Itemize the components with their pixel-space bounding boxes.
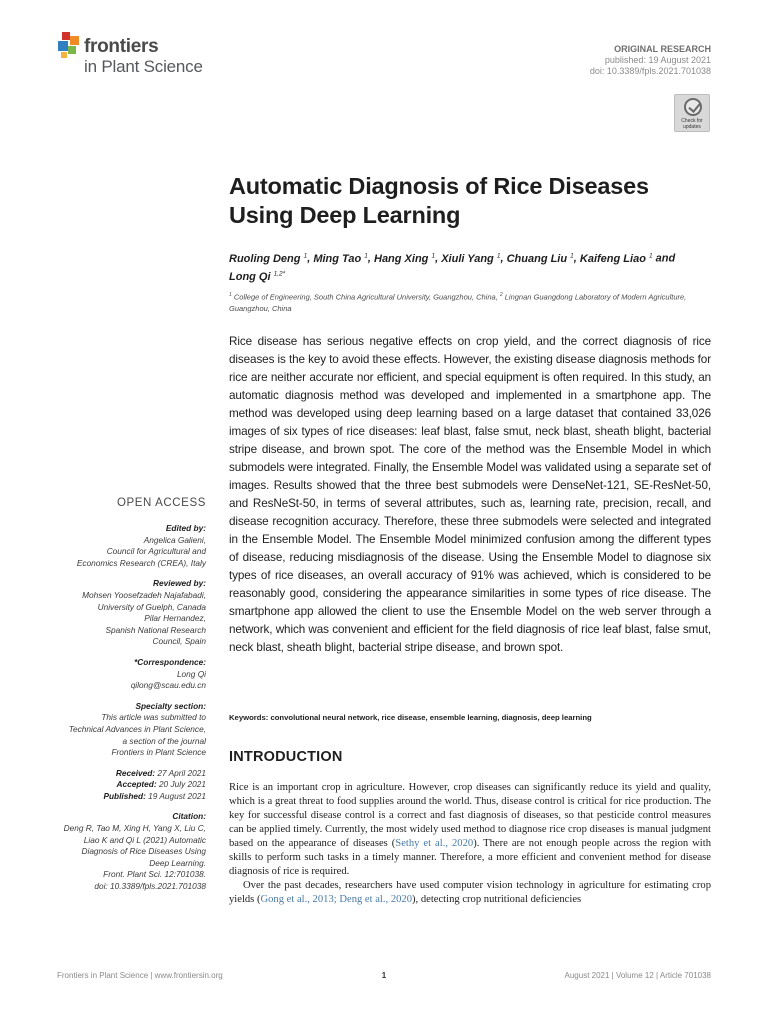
correspondence-block: *Correspondence: Long Qi qilong@scau.edu.cn: [40, 657, 206, 692]
correspondence-email[interactable]: qilong@scau.edu.cn: [130, 680, 206, 691]
page-footer: [57, 971, 711, 983]
logo-journal-name: in Plant Science: [84, 57, 203, 76]
keywords-label: Keywords:: [229, 713, 269, 722]
edited-by-block: Edited by: Angelica Galieni, Council for Agricultural and Economics Research (CREA), Italy: [76, 523, 206, 568]
author[interactable]: Long Qi $^{1,2*}$: [229, 270, 286, 284]
logo-frontiers-text: frontiers: [84, 36, 159, 57]
article-title: Automatic Diagnosis of Rice Diseases Using Deep Learning: [229, 173, 649, 228]
section-heading-introduction: INTRODUCTION: [229, 749, 343, 765]
check-for-updates-button[interactable]: [674, 94, 710, 132]
paragraph: Rice is an important crop in agriculture. However, crop diseases can significantly reduce its yield and quality, which is a great threat to food supplies around the world. Thus, disease control is critical for rice production. The key for successful disease control is a correct and fast diagnosis of diseases, so that pesticide control measures can be applied timely. Currently, the most widely used method to diagnose rice crop diseases is manual judgment based on the appearance of diseases (Sethy et al., 2020). There are not enough people across the region with skills to perform such tasks in a timely manner. Therefore, a more efficient and convenient method for disease diagnosis of rice is required.: [229, 782, 711, 877]
keywords: [229, 712, 711, 723]
footer-journal-link[interactable]: Frontiers in Plant Science | www.frontiersin.org: [57, 971, 223, 980]
author[interactable]: Xiuli Yang $^1$: [441, 252, 501, 265]
specialty-section-block: Specialty section: This article was submitted to Technical Advances in Plant Science, a section of the journal Frontiers in Plant Science: [68, 700, 206, 758]
page-number: 1: [381, 971, 387, 980]
author-list: Ruoling Deng $^1$, Ming Tao $^1$, Hang Xing $^1$, Xiuli Yang $^1$, Chuang Liu $^1$, Kaifeng Liao $^1$ and Long Qi $^{1,2*}$: [229, 252, 676, 284]
footer-issue-info: August 2021 | Volume 12 | Article 701038: [564, 971, 711, 980]
citation-link[interactable]: Sethy et al., 2020: [395, 838, 474, 849]
check-updates-icon: [684, 98, 702, 116]
abstract: Rice disease has serious negative effects on crop yield, and the correct diagnosis of rice diseases is the key to avoid these effects. However, the existing disease diagnosis methods for rice are neither accurate nor efficient, and special equipment is often required. In this study, an automatic diagnosis method was developed and implemented in a smartphone app. The method was developed using deep learning based on a large dataset that contained 33,026 images of six types of rice diseases: leaf blast, false smut, neck blast, sheath blight, bacterial stripe disease, and brown spot. The core of the method was the Ensemble Model in which submodels were integrated. Finally, the Ensemble Model was validated using a separate set of images. Results showed that the three best submodels were DenseNet-121, SE-ResNet-50, and ResNeSt-50, in terms of several attributes, such as, learning rate, precision, recall, and disease recognition accuracy. Therefore, these three submodels were selected and integrated in the Ensemble Model. The Ensemble Model minimized confusion among the different types of disease, reducing misdiagnosis of the disease. Using the Ensemble Model to diagnose six types of rice diseases, an overall accuracy of 91% was achieved, which is considered to be reasonably good, considering the appearance similarities in some types of rice disease. The smartphone app allowed the client to use the Ensemble Model on the web server through a network, which was convenient and efficient for the field diagnosis of rice leaf blast, false smut, neck blast, sheath blight, bacterial stripe disease, and brown spot.: [229, 335, 711, 654]
authors-and: and: [655, 252, 676, 265]
author[interactable]: Ruoling Deng $^1$: [229, 252, 308, 265]
published-date: published: 19 August 2021: [604, 55, 711, 65]
author[interactable]: Ming Tao $^1$: [313, 252, 368, 265]
article-type: ORIGINAL RESEARCH: [614, 44, 711, 54]
author[interactable]: Kaifeng Liao $^1$: [579, 252, 653, 265]
author[interactable]: Hang Xing $^1$: [374, 252, 436, 265]
keywords-list: convolutional neural network, rice disease, ensemble learning, diagnosis, deep learning: [270, 713, 592, 722]
reviewed-by-block: Reviewed by: Mohsen Yoosefzadeh Najafabadi, University of Guelph, Canada Pilar Hernandez, Spanish National Research Council, Spain: [82, 578, 206, 647]
check-updates-label: Check for updates: [681, 118, 703, 130]
open-access-label: OPEN ACCESS: [116, 497, 206, 509]
frontiers-logo-icon: [56, 32, 82, 60]
paragraph: Over the past decades, researchers have used computer vision technology in agriculture for estimating crop yields (Gong et al., 2013; Deng et al., 2020), detecting crop nutritional deficiencies: [229, 880, 711, 905]
article-meta: [590, 44, 711, 77]
dates-block: Received: 27 April 2021 Accepted: 20 July 2021 Published: 19 August 2021: [103, 767, 206, 801]
introduction-body: [229, 781, 711, 907]
article-info-sidebar: [40, 495, 206, 902]
citation-block: Citation: Deng R, Tao M, Xing H, Yang X, Liu C, Liao K and Qi L (2021) Automatic Diagnosis of Rice Diseases Using Deep Learning. Front. Plant Sci. 12:701038. doi: 10.3389/fpls.2021.701038: [63, 811, 206, 892]
affiliations: $^1$ College of Engineering, South China Agricultural University, Guangzhou, China, $^2$ Lingnan Guangdong Laboratory of Modern Agriculture, Guangzhou, China: [229, 292, 687, 313]
doi[interactable]: doi: 10.3389/fpls.2021.701038: [589, 66, 711, 76]
citation-link[interactable]: Gong et al., 2013; Deng et al., 2020: [260, 894, 413, 905]
author[interactable]: Chuang Liu $^1$: [506, 252, 574, 265]
journal-logo: [56, 32, 226, 80]
